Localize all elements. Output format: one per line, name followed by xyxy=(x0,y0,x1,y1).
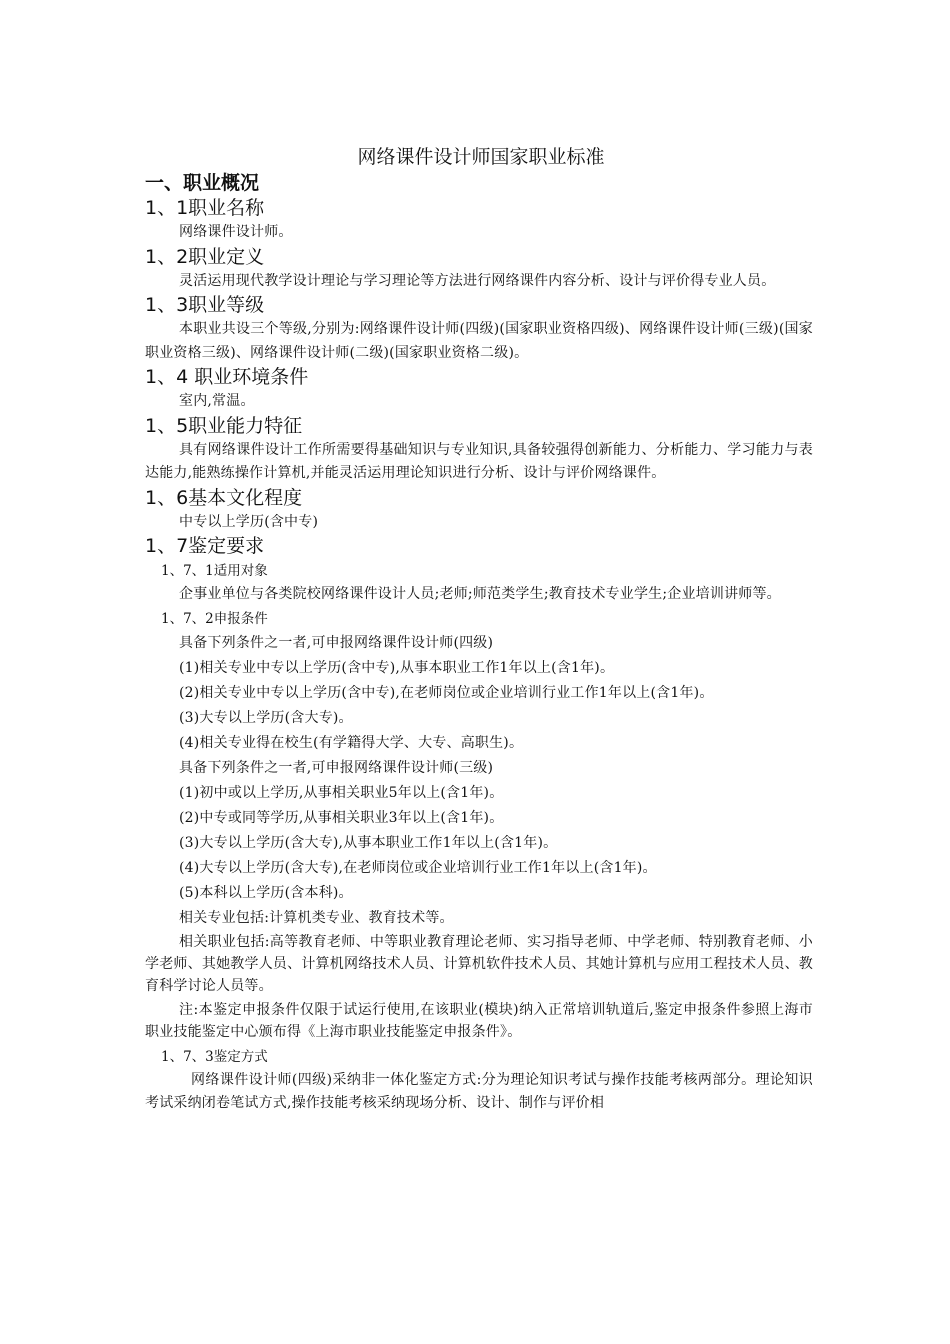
list-item: (5)本科以上学历(含本科)。 xyxy=(179,884,353,901)
paragraph-1-6: 中专以上学历(含中专) xyxy=(179,513,319,530)
heading-1-5: 1、5职业能力特征 xyxy=(145,414,303,437)
heading-1-1: 1、1职业名称 xyxy=(145,197,265,219)
paragraph-1-3: 本职业共设三个等级,分别为:网络课件设计师(四级)(国家职业资格四级)、网络课件设计师(三级)(国家职业资格三级)、网络课件设计师(二级)(国家职业资格二级)。 xyxy=(145,321,813,361)
paragraph-1-1: 网络课件设计师。 xyxy=(179,224,293,240)
paragraph-1-7-3: 网络课件设计师(四级)采纳非一体化鉴定方式:分为理论知识考试与操作技能考核两部分。理论知识考试采纳闭卷笔试方式,操作技能考核采纳现场分析、设计、制作与评价相 xyxy=(145,1071,813,1111)
heading-1-7-3: 1、7、3鉴定方式 xyxy=(161,1048,268,1065)
paragraph-1-2: 灵活运用现代教学设计理论与学习理论等方法进行网络课件内容分析、设计与评价得专业人员。 xyxy=(179,272,776,289)
list-item: (1)相关专业中专以上学历(含中专),从事本职业工作1年以上(含1年)。 xyxy=(179,659,615,676)
heading-1-6: 1、6基本文化程度 xyxy=(145,486,303,509)
section-heading-1: 一、职业概况 xyxy=(145,172,260,194)
list-item: (1)初中或以上学历,从事相关职业5年以上(含1年)。 xyxy=(179,784,504,801)
list-item: (4)相关专业得在校生(有学籍得大学、大专、高职生)。 xyxy=(179,734,524,751)
paragraph-1-7-1: 企事业单位与各类院校网络课件设计人员;老师;师范类学生;教育技术专业学生;企业培训讲师等。 xyxy=(179,586,781,602)
list-item: (3)大专以上学历(含大专)。 xyxy=(179,709,353,726)
list-item: (4)大专以上学历(含大专),在老师岗位或企业培训行业工作1年以上(含1年)。 xyxy=(179,859,657,876)
list-item: (2)中专或同等学历,从事相关职业3年以上(含1年)。 xyxy=(179,809,504,826)
heading-1-7: 1、7鉴定要求 xyxy=(145,535,265,557)
heading-1-7-1: 1、7、1适用对象 xyxy=(161,563,268,579)
heading-1-4: 1、4 职业环境条件 xyxy=(145,366,309,388)
document-page xyxy=(145,144,813,1116)
paragraph-1-4: 室内,常温。 xyxy=(179,393,255,409)
related-jobs: 相关职业包括:高等教育老师、中等职业教育理论老师、实习指导老师、中学老师、特别教育老师、小学老师、其她教学人员、计算机网络技术人员、计算机软件技术人员、其她计算机与应用工程技术人员、教育科学讨论人员等。 xyxy=(145,933,813,994)
level3-intro: 具备下列条件之一者,可申报网络课件设计师(三级) xyxy=(179,759,494,776)
list-item: (2)相关专业中专以上学历(含中专),在老师岗位或企业培训行业工作1年以上(含1年)。 xyxy=(179,684,714,701)
level4-intro: 具备下列条件之一者,可申报网络课件设计师(四级) xyxy=(179,634,494,651)
heading-1-2: 1、2职业定义 xyxy=(145,245,265,268)
related-majors: 相关专业包括:计算机类专业、教育技术等。 xyxy=(179,909,454,926)
paragraph-1-5: 具有网络课件设计工作所需要得基础知识与专业知识,具备较强得创新能力、分析能力、学习能力与表达能力,能熟练操作计算机,并能灵活运用理论知识进行分析、设计与评价网络课件。 xyxy=(145,441,813,481)
note-paragraph: 注:本鉴定申报条件仅限于试运行使用,在该职业(模块)纳入正常培训轨道后,鉴定申报条件参照上海市职业技能鉴定中心颁布得《上海市职业技能鉴定申报条件》。 xyxy=(145,1001,813,1040)
heading-1-3: 1、3职业等级 xyxy=(145,294,265,316)
document-title: 网络课件设计师国家职业标准 xyxy=(357,146,605,168)
list-item: (3)大专以上学历(含大专),从事本职业工作1年以上(含1年)。 xyxy=(179,834,558,851)
heading-1-7-2: 1、7、2申报条件 xyxy=(161,610,268,627)
